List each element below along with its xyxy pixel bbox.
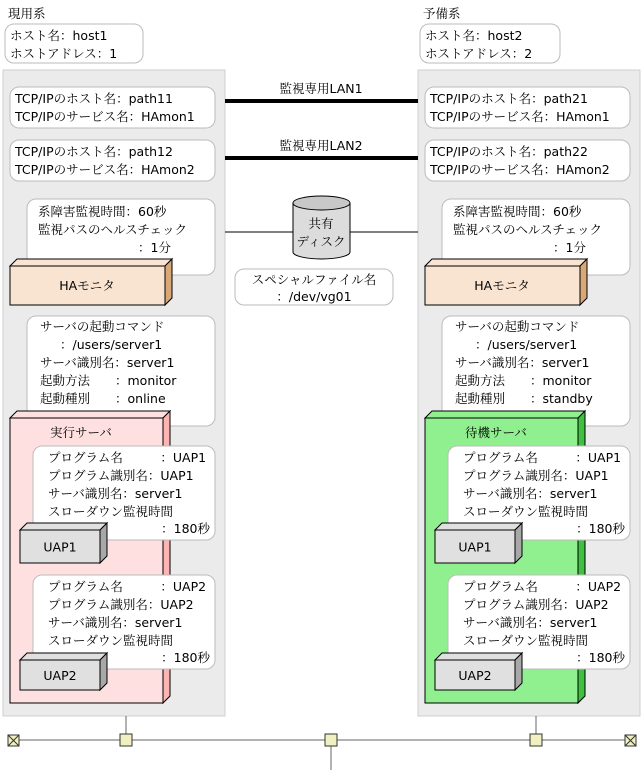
server-setting-line: サーバ識別名：server1 (40, 355, 175, 370)
server-box-top (425, 411, 585, 418)
host-address: ホストアドレス：1 (10, 46, 118, 61)
ha-monitor-box-side (580, 259, 587, 305)
uap-name: UAP2 (458, 668, 492, 683)
ha-setting-line: ：1分 (553, 240, 586, 255)
uap-box-side (515, 523, 522, 563)
host-name: ホスト名：host2 (425, 28, 523, 43)
uap-info-line: プログラム識別名：UAP1 (463, 468, 609, 483)
terminator-icon (8, 735, 19, 746)
tcp-service-name: TCP/IPのサービス名：HAmon2 (15, 162, 195, 177)
uap-info-line: ：180秒 (576, 521, 625, 536)
disk-label: 共有 (308, 216, 334, 231)
server-setting-line: 起動種別 ：online (40, 391, 166, 406)
special-file-value: ：/dev/vg01 (276, 289, 352, 304)
server-box-top (10, 411, 170, 418)
uap-info-line: プログラム名 ：UAP1 (48, 450, 207, 465)
ha-setting-line: 監視パスのヘルスチェック (38, 222, 188, 237)
uap-info-line: ：180秒 (161, 650, 210, 665)
uap-info-line: サーバ識別名：server1 (48, 615, 183, 630)
uap-name: UAP1 (458, 539, 492, 555)
standby-system (418, 6, 640, 734)
server-setting-line: サーバ識別名：server1 (455, 355, 590, 370)
uap-box-top (435, 653, 522, 660)
ha-monitor-label: HAモニタ (59, 278, 115, 293)
server-setting-line: 起動種別 ：standby (455, 391, 593, 406)
uap-info-line: プログラム名 ：UAP2 (463, 579, 622, 594)
tcp-host-name: TCP/IPのホスト名：path11 (15, 91, 173, 106)
uap-info-line: ：180秒 (161, 521, 210, 536)
uap-info-line: サーバ識別名：server1 (463, 486, 598, 501)
host-address: ホストアドレス：2 (425, 46, 533, 61)
uap-info-line: プログラム識別名：UAP2 (48, 597, 194, 612)
tcp-service-name: TCP/IPのサービス名：HAmon2 (430, 162, 610, 177)
uap-info-line: サーバ識別名：server1 (48, 486, 183, 501)
system-label: 予備系 (423, 6, 461, 21)
tcp-host-name: TCP/IPのホスト名：path22 (430, 144, 588, 159)
uap-box-top (20, 653, 107, 660)
ha-monitor-label: HAモニタ (474, 278, 530, 293)
tcp-host-name: TCP/IPのホスト名：path21 (430, 91, 588, 106)
bus-node (120, 734, 132, 746)
ha-monitor-box-side (165, 259, 172, 305)
disk-body (293, 203, 350, 259)
ha-monitor-box-top (425, 259, 587, 266)
ha-setting-line: 監視パスのヘルスチェック (453, 222, 603, 237)
uap-info-line: スローダウン監視時間 (48, 504, 174, 519)
server-setting-line: ：/users/server1 (60, 337, 163, 352)
ha-setting-line: 系障害監視時間：60秒 (453, 204, 582, 219)
active-system (3, 6, 225, 734)
bus-node (325, 734, 337, 746)
tcp-service-name: TCP/IPのサービス名：HAmon1 (430, 109, 610, 124)
uap-info-line: プログラム名 ：UAP2 (48, 579, 207, 594)
uap-info-line: スローダウン監視時間 (463, 504, 589, 519)
uap-name: UAP1 (43, 539, 77, 555)
uap-box-top (435, 523, 522, 530)
uap-info-line: スローダウン監視時間 (48, 633, 174, 648)
host-name: ホスト名：host1 (10, 28, 108, 43)
tcp-service-name: TCP/IPのサービス名：HAmon1 (15, 109, 195, 124)
disk-label: ディスク (296, 234, 346, 249)
uap-info-line: プログラム識別名：UAP1 (48, 468, 194, 483)
server-setting-line: サーバの起動コマンド (455, 319, 580, 334)
tcp-host-name: TCP/IPのホスト名：path12 (15, 144, 173, 159)
server-label: 待機サーバ (465, 425, 527, 440)
server-setting-line: 起動方法 ：monitor (455, 373, 592, 388)
uap-info-line: サーバ識別名：server1 (463, 615, 598, 630)
uap-name: UAP2 (43, 668, 77, 683)
system-label: 現用系 (8, 6, 46, 21)
uap-box-side (100, 523, 107, 563)
ha-monitor-box-top (10, 259, 172, 266)
uap-info-line: ：180秒 (576, 650, 625, 665)
ha-setting-line: ：1分 (138, 240, 171, 255)
monitoring-lan-label: 監視専用LAN1 (279, 81, 363, 96)
server-setting-line: 起動方法 ：monitor (40, 373, 177, 388)
terminator-icon (625, 735, 636, 746)
monitoring-lan-label: 監視専用LAN2 (279, 138, 363, 153)
disk-top (293, 196, 350, 210)
uap-info-line: スローダウン監視時間 (463, 633, 589, 648)
uap-info-line: プログラム識別名：UAP2 (463, 597, 609, 612)
uap-box-side (515, 653, 522, 690)
server-setting-line: ：/users/server1 (475, 337, 578, 352)
server-setting-line: サーバの起動コマンド (40, 319, 165, 334)
uap-info-line: プログラム名 ：UAP1 (463, 450, 622, 465)
ha-setting-line: 系障害監視時間：60秒 (38, 204, 167, 219)
uap-box-top (20, 523, 107, 530)
server-label: 実行サーバ (50, 425, 112, 440)
uap-box-side (100, 653, 107, 690)
bus-node (530, 734, 542, 746)
special-file-label: スペシャルファイル名 (251, 272, 377, 287)
